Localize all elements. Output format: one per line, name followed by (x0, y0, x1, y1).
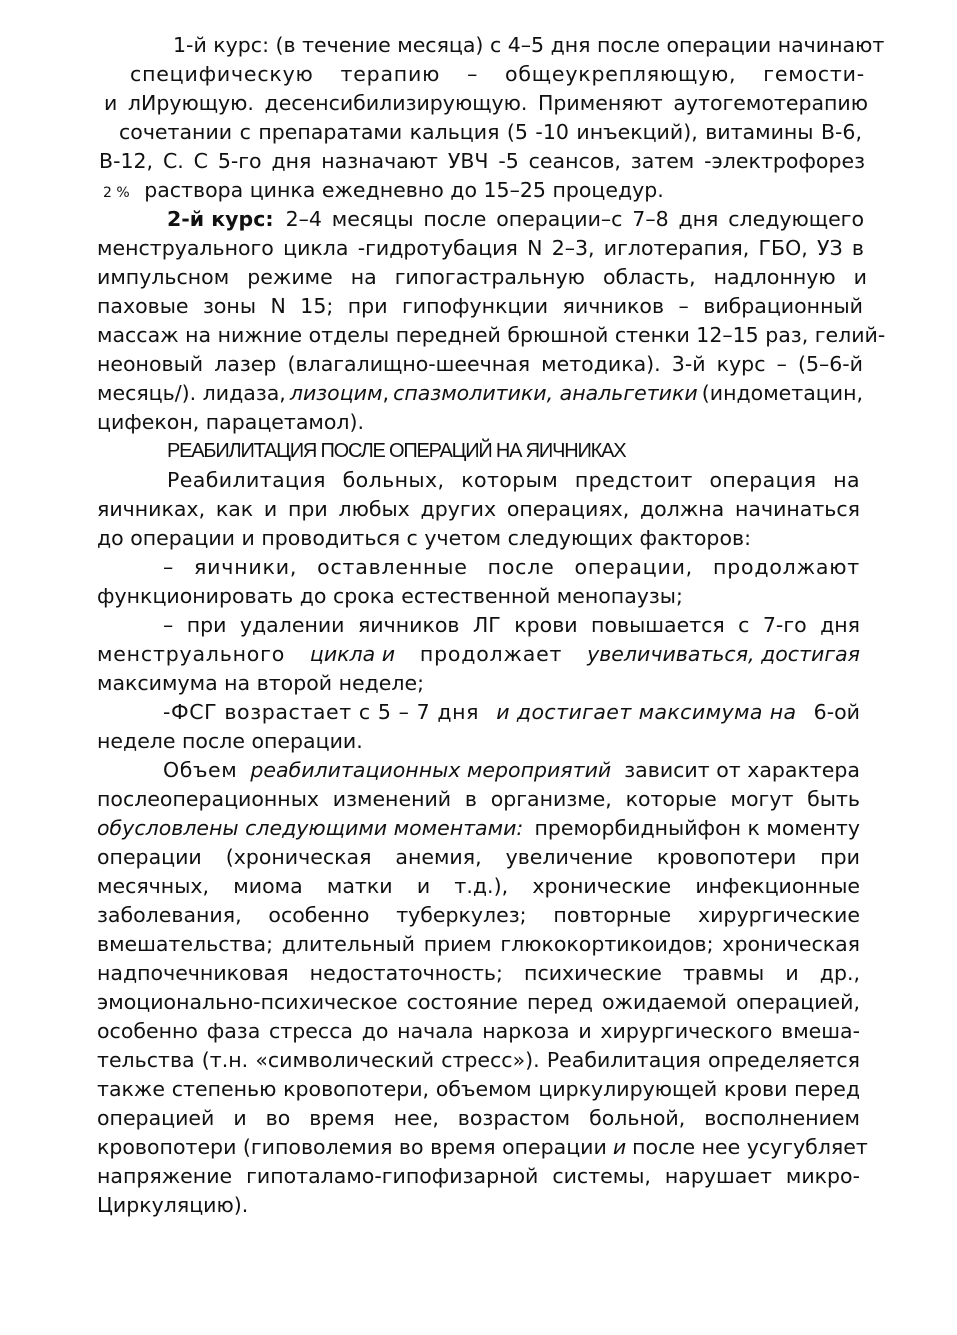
scope-line-3 (97, 814, 860, 843)
scope-line-1-c: зависит от характера (624, 758, 860, 782)
course2-line-7-e: (индометацин, (701, 381, 863, 405)
course1-line-4: сочетании с препаратами кальция (5 -10 инъекций), витамины В-6, (119, 120, 862, 144)
scope-line-16: Циркуляцию). (97, 1193, 249, 1217)
course2-line-1-text: 2–4 месяцы после операции–с 7–8 дня следующего (285, 207, 864, 231)
factor2-line-2 (97, 640, 860, 669)
factor2-line-3: максимума на второй неделе; (97, 671, 425, 695)
factor1-line-1: – яичники, оставленные после операции, продолжают (163, 555, 860, 579)
intro-line-1: Реабилитация больных, которым предстоит операция на (167, 468, 860, 492)
factor2-line-1: – при удалении яичников ЛГ крови повышается с 7-го дня (163, 613, 860, 637)
factor3-line-1-c: 6-ой (813, 700, 860, 724)
scope-line-14-a: кровопотери (гиповолемия во время операции (97, 1135, 607, 1159)
scope-line-5: месячных, миома матки и т.д.), хронические инфекционные (97, 874, 860, 898)
course2-label: 2-й курс: (167, 207, 274, 231)
course1-line-3: и лИрующую. десенсибилизирующую. Применяют аутогемотерапию (104, 91, 868, 115)
section-heading: РЕАБИЛИТАЦИЯ ПОСЛЕ ОПЕРАЦИЙ НА ЯИЧНИКАХ (167, 440, 626, 462)
course2-line-6: неоновый лазер (влагалищно-шеечная методика). 3-й курс – (5–6-й (97, 352, 863, 376)
percent-label: 2 % (103, 185, 130, 201)
course2-line-2: менструального цикла -гидротубация N 2–3, иглотерапия, ГБО, УЗ в (97, 236, 864, 260)
scope-line-8: надпочечниковая недостаточность; психические травмы и др., (97, 961, 860, 985)
factor2-line-2-b: цикла и (309, 642, 396, 666)
scope-line-1-a: Объем (163, 758, 238, 782)
factor2-line-2-c: продолжает (419, 642, 563, 666)
course2-line-3: импульсном режиме на гипогастральную область, надлонную и (97, 265, 867, 289)
scope-line-10: особенно фаза стресса до начала наркоза и хирургического вмеша- (97, 1019, 860, 1043)
scope-line-13: операцией и во время нее, возрастом больной, восполнением (97, 1106, 860, 1130)
intro-line-3: до операции и проводиться с учетом следующих факторов: (97, 526, 751, 550)
course2-line-7-d: спазмолитики, анальгетики (393, 381, 698, 405)
course2-line-7-a: месяць/). лидаза, (97, 381, 286, 405)
factor3-line-1 (163, 698, 860, 727)
scope-line-9: эмоционально-психическое состояние перед ожидаемой операцией, (97, 990, 860, 1014)
course2-line-7-b-group (290, 379, 389, 408)
course2-line-7-b: лизоцим (289, 381, 383, 405)
factor2-line-2-d: увеличиваться, достигая (587, 642, 860, 666)
scope-line-6: заболевания, особенно туберкулез; повторные хирургические (97, 903, 860, 927)
factor3-line-1-b: и достигает максимума на (496, 700, 797, 724)
scope-line-11: тельства (т.н. «символический стресс»). Реабилитация определяется (97, 1048, 860, 1072)
course1-line-5: В-12, С. С 5-го дня назначают УВЧ -5 сеансов, затем -электрофорез (99, 149, 865, 173)
scope-line-3-b: преморбидныйфон к моменту (534, 816, 860, 840)
course1-line-6 (103, 176, 664, 208)
scope-line-14-b: и (612, 1135, 627, 1159)
scope-line-14-c: после нее усугубляет (632, 1135, 868, 1159)
course1-line-6-text: раствора цинка ежедневно до 15–25 процедур. (144, 178, 664, 202)
course2-line-8: цифекон, парацетамол). (97, 410, 365, 434)
scope-line-1 (163, 756, 860, 785)
factor2-line-2-a: менструального (97, 642, 286, 666)
scope-line-12: также степенью кровопотери, объемом циркулирующей крови перед (97, 1077, 860, 1101)
factor1-line-2: функционировать до срока естественной менопаузы; (97, 584, 683, 608)
course2-line-5: массаж на нижние отделы передней брюшной стенки 12–15 раз, гелий- (97, 323, 886, 347)
course1-line-2: специфическую терапию – общеукрепляющую, гемости- (130, 62, 865, 86)
intro-line-2: яичниках, как и при любых других операциях, должна начинаться (97, 497, 860, 521)
factor3-line-2: неделе после операции. (97, 729, 363, 753)
course2-line-7 (97, 379, 863, 408)
scope-line-3-a: обусловлены следующими моментами: (97, 816, 524, 840)
scope-line-14 (97, 1133, 868, 1162)
course2-line-1 (167, 205, 864, 234)
factor3-line-1-a: -ФСГ возрастает с 5 – 7 дня (163, 700, 480, 724)
scope-line-4: операции (хроническая анемия, увеличение кровопотери при (97, 845, 860, 869)
course1-line-1: 1-й курс: (в течение месяца) с 4–5 дня после операции начинают (173, 33, 885, 57)
scope-line-15: напряжение гипоталамо-гипофизарной системы, нарушает микро- (97, 1164, 860, 1188)
scope-line-7: вмешательства; длительный прием глюкокортикоидов; хроническая (97, 932, 860, 956)
course2-line-7-c: , (382, 381, 390, 405)
course2-line-4: паховые зоны N 15; при гипофункции яичников – вибрационный (97, 294, 863, 318)
scope-line-1-b: реабилитационных мероприятий (250, 758, 612, 782)
scope-line-2: послеоперационных изменений в организме, которые могут быть (97, 787, 860, 811)
